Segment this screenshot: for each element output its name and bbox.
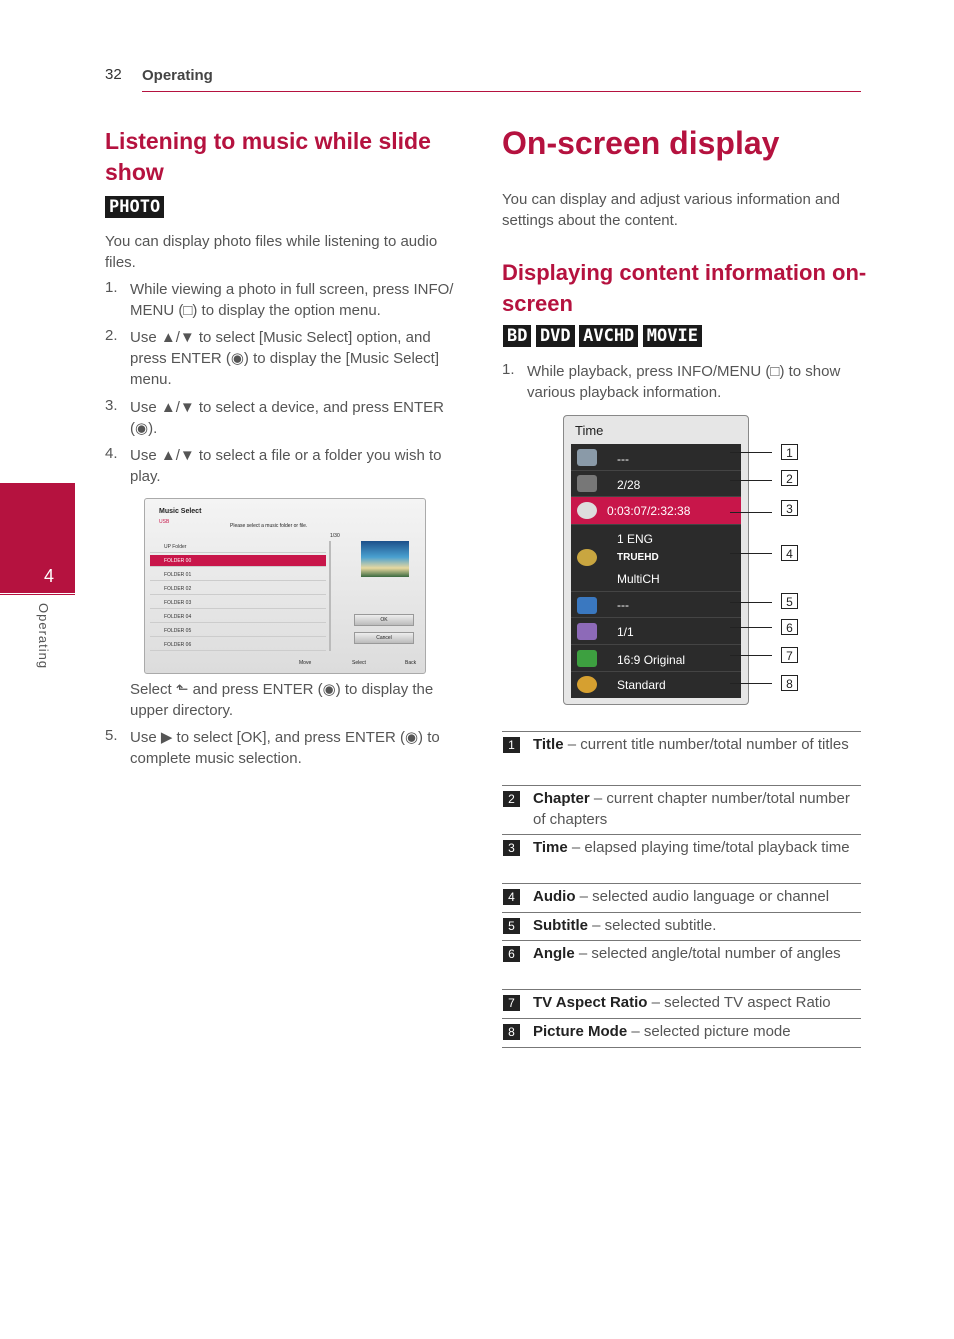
callout-line [730, 480, 772, 481]
ok-button[interactable]: OK [354, 614, 414, 626]
legend-desc: – selected TV aspect Ratio [647, 994, 831, 1011]
speaker-icon [577, 549, 597, 566]
scrollbar[interactable] [329, 541, 331, 651]
step-number: 3. [105, 397, 118, 414]
step-text: Use ▲/▼ to select [Music Select] option, and press ENTER (◉) to display the [Music Select] menu. [130, 329, 440, 388]
note-paragraph: Select ⬑ and press ENTER (◉) to display the upper directory. [130, 681, 434, 719]
list-item[interactable]: FOLDER 06 [150, 639, 326, 651]
osd-value: 16:9 Original [617, 653, 686, 667]
list-item[interactable]: FOLDER 00 [150, 555, 326, 567]
legend-text [533, 992, 853, 1013]
screen-title: Music Select [159, 508, 202, 515]
legend-term: Subtitle [533, 917, 588, 934]
chapter-tab-rule [0, 594, 75, 595]
legend-term: Time [533, 839, 568, 856]
osd-value: 0:03:07/2:32:38 [607, 504, 691, 518]
osd-value: 1/1 [617, 625, 634, 639]
legend-row [502, 834, 861, 884]
hint-select: Select [352, 660, 366, 666]
disc-icon [577, 449, 597, 466]
photo-badge-label: PHOTO [105, 196, 164, 218]
legend-text [533, 734, 853, 755]
legend-desc: – selected picture mode [627, 1023, 791, 1040]
step-text: While playback, press INFO/MENU (□) to show various playback information. [527, 363, 841, 401]
callout-line [730, 553, 772, 554]
osd-row-subtitle[interactable] [571, 592, 741, 618]
list-item[interactable]: FOLDER 01 [150, 569, 326, 581]
callout-number: 4 [781, 545, 798, 561]
legend-row [502, 731, 861, 786]
osd-value: Standard [617, 678, 666, 692]
osd-panel [563, 415, 749, 705]
osd-row-angle[interactable] [571, 618, 741, 645]
osd-row-time[interactable] [571, 497, 741, 525]
legend-row [502, 883, 861, 913]
step-text: While viewing a photo in full screen, press INFO/ MENU (□) to display the option menu. [130, 281, 454, 319]
page-number: 32 [105, 66, 122, 83]
legend-desc: – selected angle/total number of angles [574, 945, 841, 962]
legend-number: 8 [503, 1024, 520, 1040]
disc-badges [503, 325, 702, 347]
intro-paragraph: You can display photo files while listening to audio files. [105, 233, 438, 271]
callout-line [730, 452, 772, 453]
osd-value: --- [617, 452, 629, 466]
legend-number: 1 [503, 737, 520, 753]
legend-row [502, 989, 861, 1019]
page-title: On-screen display [502, 125, 780, 161]
chapter-tab [0, 483, 75, 593]
legend-term: Audio [533, 888, 576, 905]
legend-number: 7 [503, 995, 520, 1011]
legend-number: 6 [503, 946, 520, 962]
osd-row-aspect[interactable] [571, 645, 741, 672]
osd-row-audio[interactable] [571, 525, 741, 592]
step-text: Use ▲/▼ to select a file or a folder you wish to play. [130, 447, 442, 485]
callout-number: 2 [781, 470, 798, 486]
avchd-badge: AVCHD [579, 325, 638, 347]
hint-move: Move [299, 660, 312, 666]
dvd-badge: DVD [536, 325, 575, 347]
callout-line [730, 512, 772, 513]
list-item[interactable]: FOLDER 02 [150, 583, 326, 595]
legend-row [502, 785, 861, 835]
step-text: Use ▶ to select [OK], and press ENTER (◉) to complete music selection. [130, 729, 440, 767]
callout-line [730, 627, 772, 628]
legend-term: Chapter [533, 790, 590, 807]
legend-desc: – current chapter number/total number of chapters [533, 790, 850, 828]
subsection-heading: Displaying content information on-screen [502, 260, 867, 316]
step-text: Use ▲/▼ to select a device, and press ENTER (◉). [130, 399, 444, 437]
screen-count: 1/30 [330, 533, 340, 539]
list-item[interactable]: FOLDER 04 [150, 611, 326, 623]
callout-number: 8 [781, 675, 798, 691]
chapter-number: 4 [44, 566, 55, 586]
legend-row [502, 1018, 861, 1048]
legend-text [533, 837, 853, 858]
callout-number: 6 [781, 619, 798, 635]
list-item[interactable]: UP Folder [150, 541, 326, 553]
movie-badge: MOVIE [643, 325, 702, 347]
section-heading: Listening to music while slide show [105, 128, 431, 185]
step-number: 4. [105, 445, 118, 462]
palette-icon [577, 676, 597, 693]
legend-number: 3 [503, 840, 520, 856]
osd-list [571, 444, 741, 698]
legend-desc: – elapsed playing time/total playback time [567, 839, 850, 856]
cancel-button[interactable]: Cancel [354, 632, 414, 644]
osd-value: 2/28 [617, 478, 641, 492]
osd-row-title[interactable] [571, 444, 741, 471]
bd-badge: BD [503, 325, 531, 347]
callout-number: 7 [781, 647, 798, 663]
step-number: 5. [105, 727, 118, 744]
subtitle-icon [577, 597, 597, 614]
legend-text [533, 788, 853, 830]
intro-paragraph: You can display and adjust various information and settings about the content. [502, 191, 840, 229]
osd-value: TRUEHD [617, 552, 659, 563]
clapper-icon [577, 475, 597, 492]
legend-term: Picture Mode [533, 1023, 628, 1040]
aspect-icon [577, 650, 597, 667]
camera-icon [577, 623, 597, 640]
section-title: Operating [142, 67, 213, 84]
step-number: 1. [105, 279, 118, 296]
legend-text [533, 1021, 853, 1042]
legend-row [502, 912, 861, 941]
osd-value: 1 ENG [617, 532, 654, 546]
legend-desc: – selected subtitle. [588, 917, 717, 934]
legend-desc: – current title number/total number of titles [563, 736, 849, 753]
legend-desc: – selected audio language or channel [575, 888, 830, 905]
step-number: 1. [502, 361, 515, 378]
legend-row [502, 940, 861, 990]
list-item[interactable]: FOLDER 05 [150, 625, 326, 637]
legend-term: Title [533, 736, 564, 753]
callout-line [730, 683, 772, 684]
hint-back: Back [405, 660, 417, 666]
screen-source: USB [159, 519, 170, 525]
legend-text [533, 943, 853, 964]
osd-value: --- [617, 598, 629, 612]
legend-text [533, 915, 853, 936]
photo-thumbnail [361, 541, 409, 577]
legend-term: Angle [533, 945, 575, 962]
callout-number: 3 [781, 500, 798, 516]
osd-value: MultiCH [617, 572, 660, 586]
step-number: 2. [105, 327, 118, 344]
chapter-label: Operating [36, 603, 51, 670]
legend-text [533, 886, 853, 907]
osd-title: Time [575, 423, 604, 438]
header-rule [142, 91, 861, 92]
legend-number: 4 [503, 889, 520, 905]
clock-icon [577, 502, 597, 519]
callout-number: 5 [781, 593, 798, 609]
screen-prompt: Please select a music folder or file. [230, 523, 308, 529]
music-select-screen [144, 498, 426, 674]
legend-number: 5 [503, 918, 520, 934]
legend-term: TV Aspect Ratio [533, 994, 648, 1011]
osd-row-chapter[interactable] [571, 471, 741, 497]
callout-line [730, 602, 772, 603]
legend-number: 2 [503, 791, 520, 807]
callout-number: 1 [781, 444, 798, 460]
list-item[interactable]: FOLDER 03 [150, 597, 326, 609]
photo-badge [105, 196, 164, 218]
osd-row-picture[interactable] [571, 672, 741, 698]
callout-line [730, 655, 772, 656]
